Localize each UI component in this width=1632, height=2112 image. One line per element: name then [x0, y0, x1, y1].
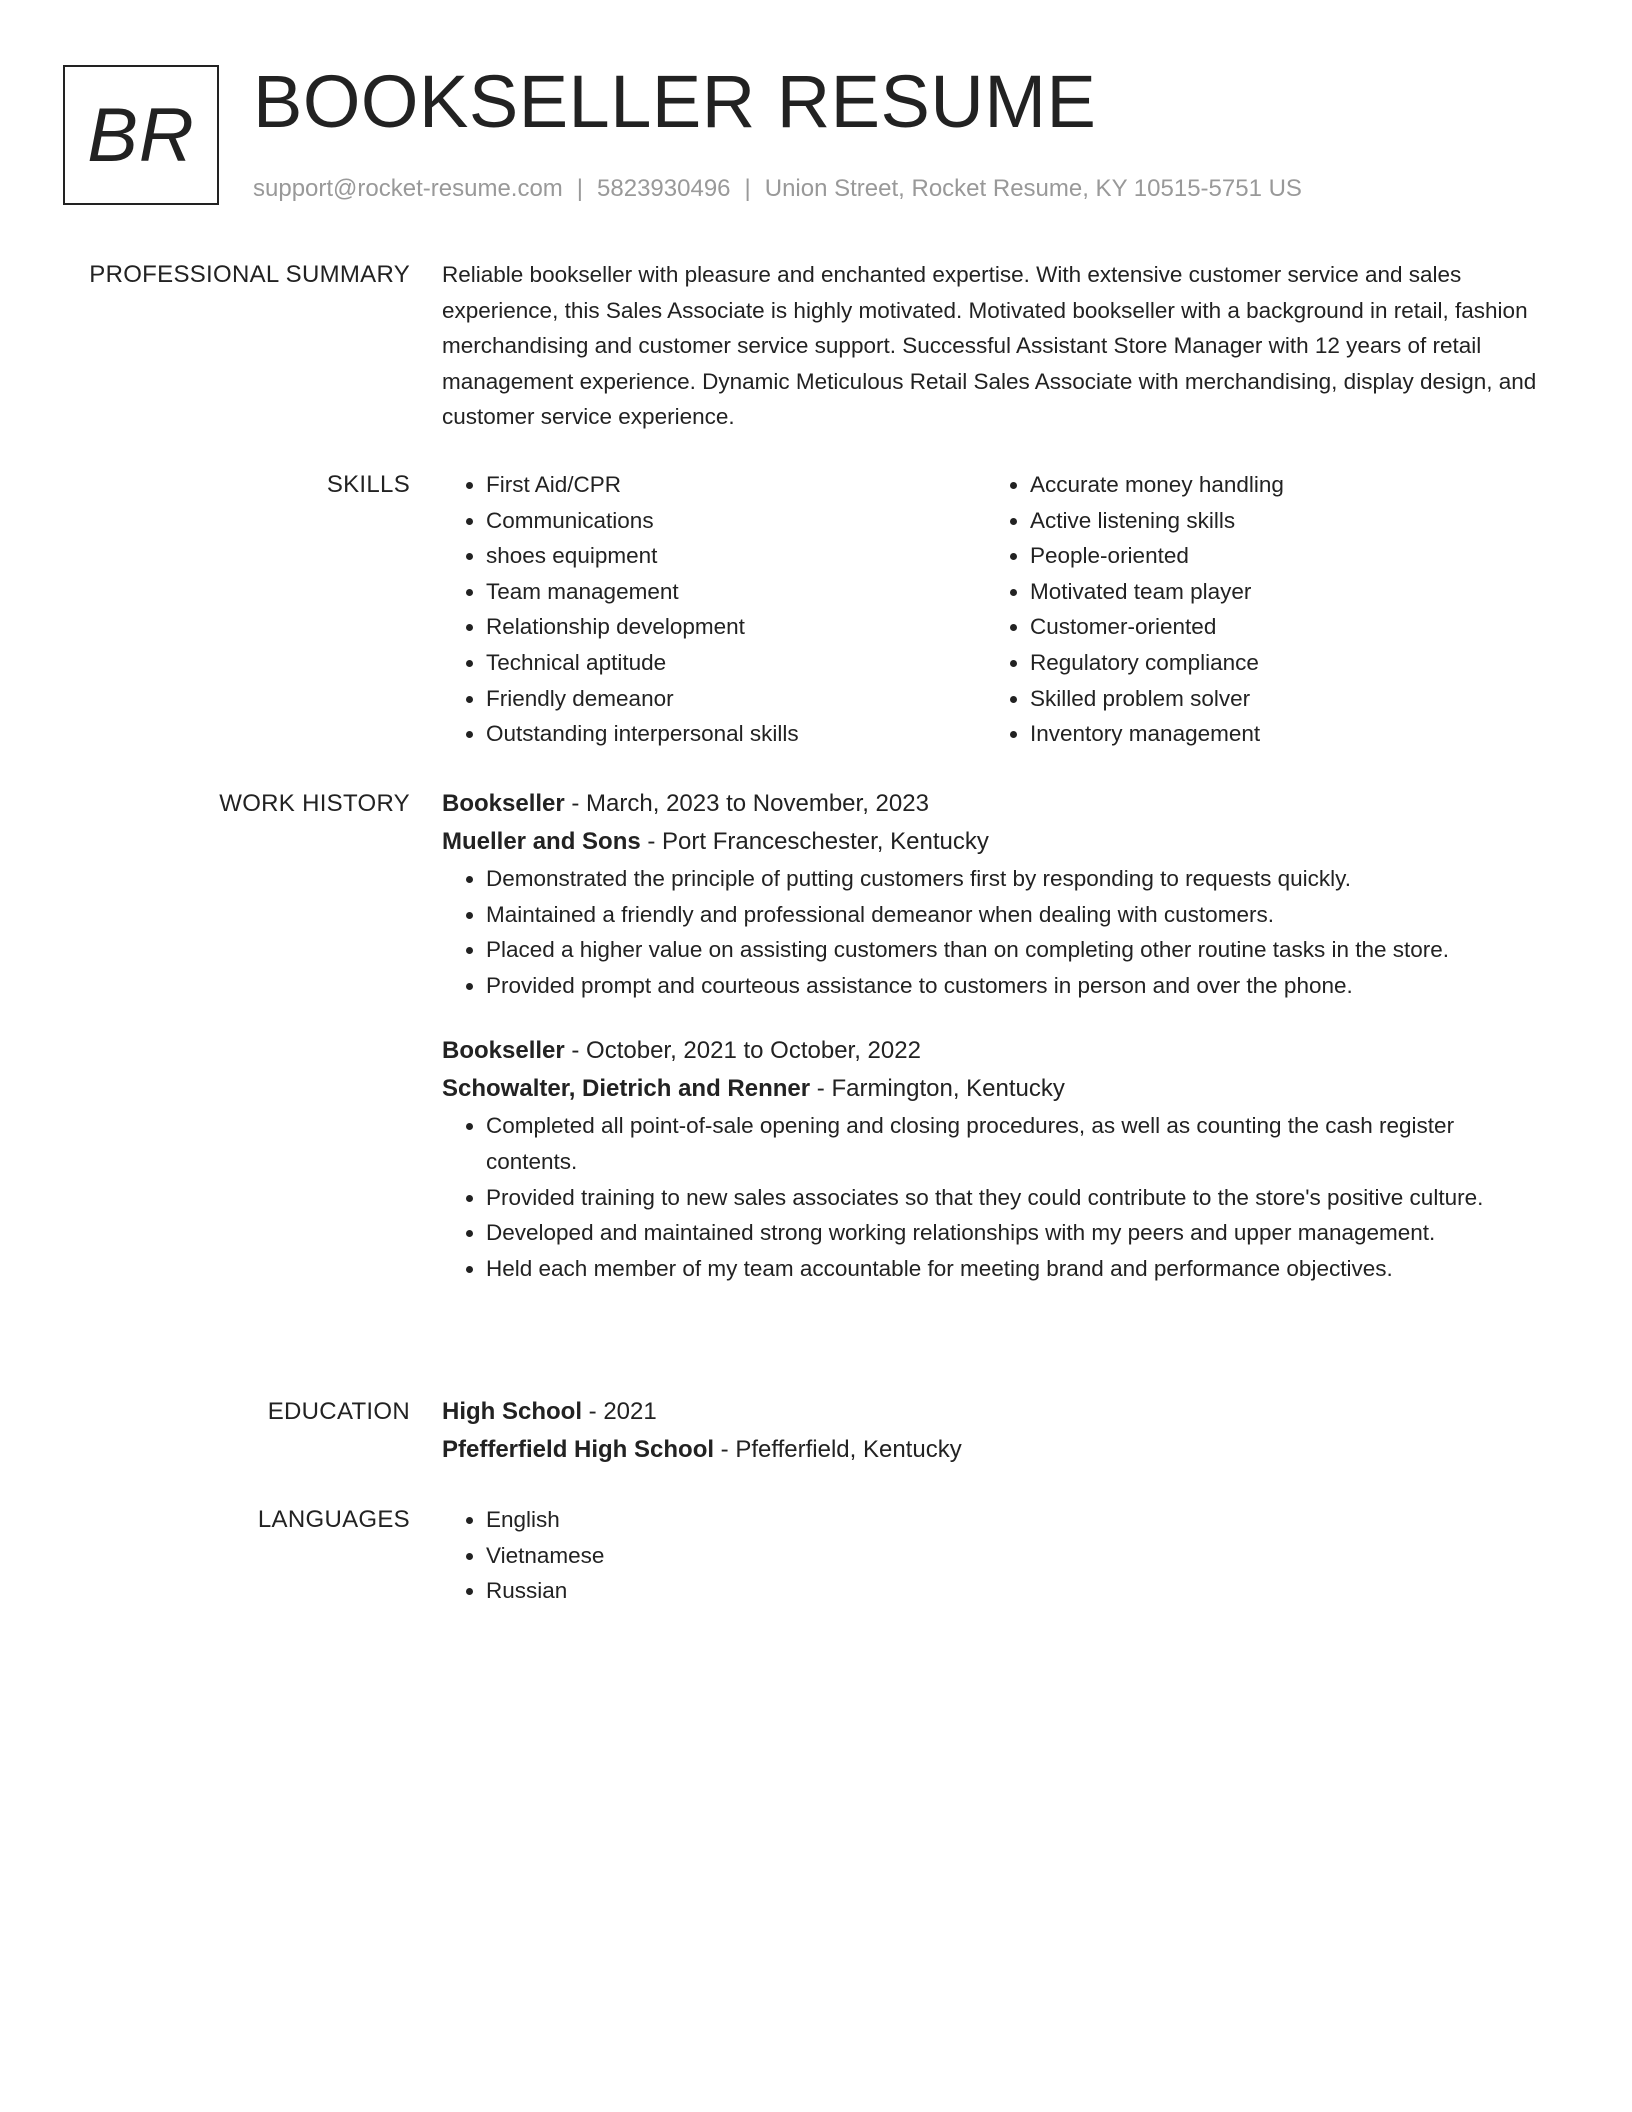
language-item: • Russian — [486, 1573, 1550, 1609]
job-company: Mueller and Sons — [442, 828, 641, 855]
job-duty-item: • Provided training to new sales associates so that they could contribute to the store's positive culture. — [486, 1180, 1550, 1216]
section-heading-languages: LANGUAGES — [257, 1506, 410, 1533]
resume-title: BOOKSELLER RESUME — [253, 60, 1097, 143]
languages-body — [442, 1502, 1550, 1609]
monogram-text: BR — [87, 92, 195, 178]
language-item: • English — [486, 1502, 1550, 1538]
skill-item: • Communications — [486, 503, 986, 539]
skill-item: • Active listening skills — [1030, 503, 1530, 539]
skill-item: • Friendly demeanor — [486, 681, 986, 717]
education-body — [442, 1393, 1550, 1469]
contact-line — [253, 173, 1302, 205]
job-duty-item: • Maintained a friendly and professional demeanor when dealing with customers. — [486, 897, 1550, 933]
contact-separator: | — [576, 175, 584, 202]
contact-email: support@rocket-resume.com — [253, 175, 563, 202]
summary-text: Reliable bookseller with pleasure and enchanted expertise. With extensive customer service and sales experience, this Sales Associate is highly motivated. Motivated bookseller with a background in retail, fashion merchandising and customer service support. Successful Assistant Store Manager with 12 years of retail management experience. Dynamic Meticulous Retail Sales Associate with merchandising, display design, and customer service experience. — [442, 262, 1537, 430]
languages-list — [442, 1502, 1550, 1609]
job-duty-item: • Developed and maintained strong working relationships with my peers and upper management. — [486, 1215, 1550, 1251]
job-duty-item: • Demonstrated the principle of putting customers first by responding to requests quickly. — [486, 861, 1550, 897]
job-dates: - October, 2021 to October, 2022 — [564, 1037, 921, 1065]
job-title-line — [442, 785, 1550, 823]
education-degree: High School — [442, 1398, 582, 1425]
education-degree-line — [442, 1393, 1550, 1431]
job-dates: - March, 2023 to November, 2023 — [564, 790, 929, 817]
skill-item: • Team management — [486, 574, 986, 610]
skill-item: • Relationship development — [486, 609, 986, 645]
section-heading-education: EDUCATION — [267, 1398, 410, 1425]
monogram-badge — [63, 65, 219, 205]
skills-list-left — [442, 467, 986, 752]
skill-item: • Motivated team player — [1030, 574, 1530, 610]
skills-column-left — [442, 467, 986, 752]
job-location: - Farmington, Kentucky — [810, 1075, 1065, 1103]
skills-list-right — [986, 467, 1530, 752]
job-entry — [442, 785, 1550, 1003]
section-heading-summary: PROFESSIONAL SUMMARY — [89, 261, 410, 288]
skill-item: • Outstanding interpersonal skills — [486, 716, 986, 752]
job-location: - Port Franceschester, Kentucky — [640, 828, 989, 855]
contact-separator: | — [744, 175, 751, 202]
skill-item: • People-oriented — [1030, 538, 1530, 574]
skill-item: • Skilled problem solver — [1030, 681, 1530, 717]
job-duty-item: • Completed all point-of-sale opening and closing procedures, as well as counting the cash register contents. — [486, 1108, 1550, 1179]
language-item: • Vietnamese — [486, 1538, 1550, 1574]
education-year: - 2021 — [582, 1398, 657, 1425]
education-location: - Pfefferfield, Kentucky — [714, 1436, 962, 1463]
work-history-body — [442, 785, 1550, 1286]
skills-column-right — [986, 467, 1530, 752]
section-heading-work-history: WORK HISTORY — [219, 790, 410, 817]
education-school: Pfefferfield High School — [442, 1436, 715, 1463]
job-title: Bookseller — [442, 1037, 565, 1065]
skill-item: • Technical aptitude — [486, 645, 986, 681]
skill-item: • Customer-oriented — [1030, 609, 1530, 645]
contact-address: Union Street, Rocket Resume, KY 10515-5751 US — [764, 175, 1302, 202]
skill-item: • First Aid/CPR — [486, 467, 986, 503]
job-entry — [442, 1032, 1550, 1286]
skills-body — [442, 467, 1550, 752]
skill-item: • shoes equipment — [486, 538, 986, 574]
job-company-line — [442, 1070, 1550, 1108]
skill-item: • Accurate money handling — [1030, 467, 1530, 503]
education-school-line — [442, 1431, 1550, 1469]
job-title: Bookseller — [442, 790, 565, 817]
job-duty-item: • Held each member of my team accountable for meeting brand and performance objectives. — [486, 1251, 1550, 1287]
skill-item: • Regulatory compliance — [1030, 645, 1530, 681]
job-duties-list — [442, 1108, 1550, 1286]
skill-item: • Inventory management — [1030, 716, 1530, 752]
contact-phone: 5823930496 — [597, 175, 731, 202]
job-company: Schowalter, Dietrich and Renner — [442, 1075, 811, 1103]
job-duty-item: • Placed a higher value on assisting customers than on completing other routine tasks in the store. — [486, 932, 1550, 968]
job-company-line — [442, 823, 1550, 861]
summary-body — [442, 257, 1550, 435]
job-duties-list — [442, 861, 1550, 1003]
job-duty-item: • Provided prompt and courteous assistance to customers in person and over the phone. — [486, 968, 1550, 1004]
section-heading-skills: SKILLS — [326, 471, 410, 498]
job-title-line — [442, 1032, 1550, 1070]
